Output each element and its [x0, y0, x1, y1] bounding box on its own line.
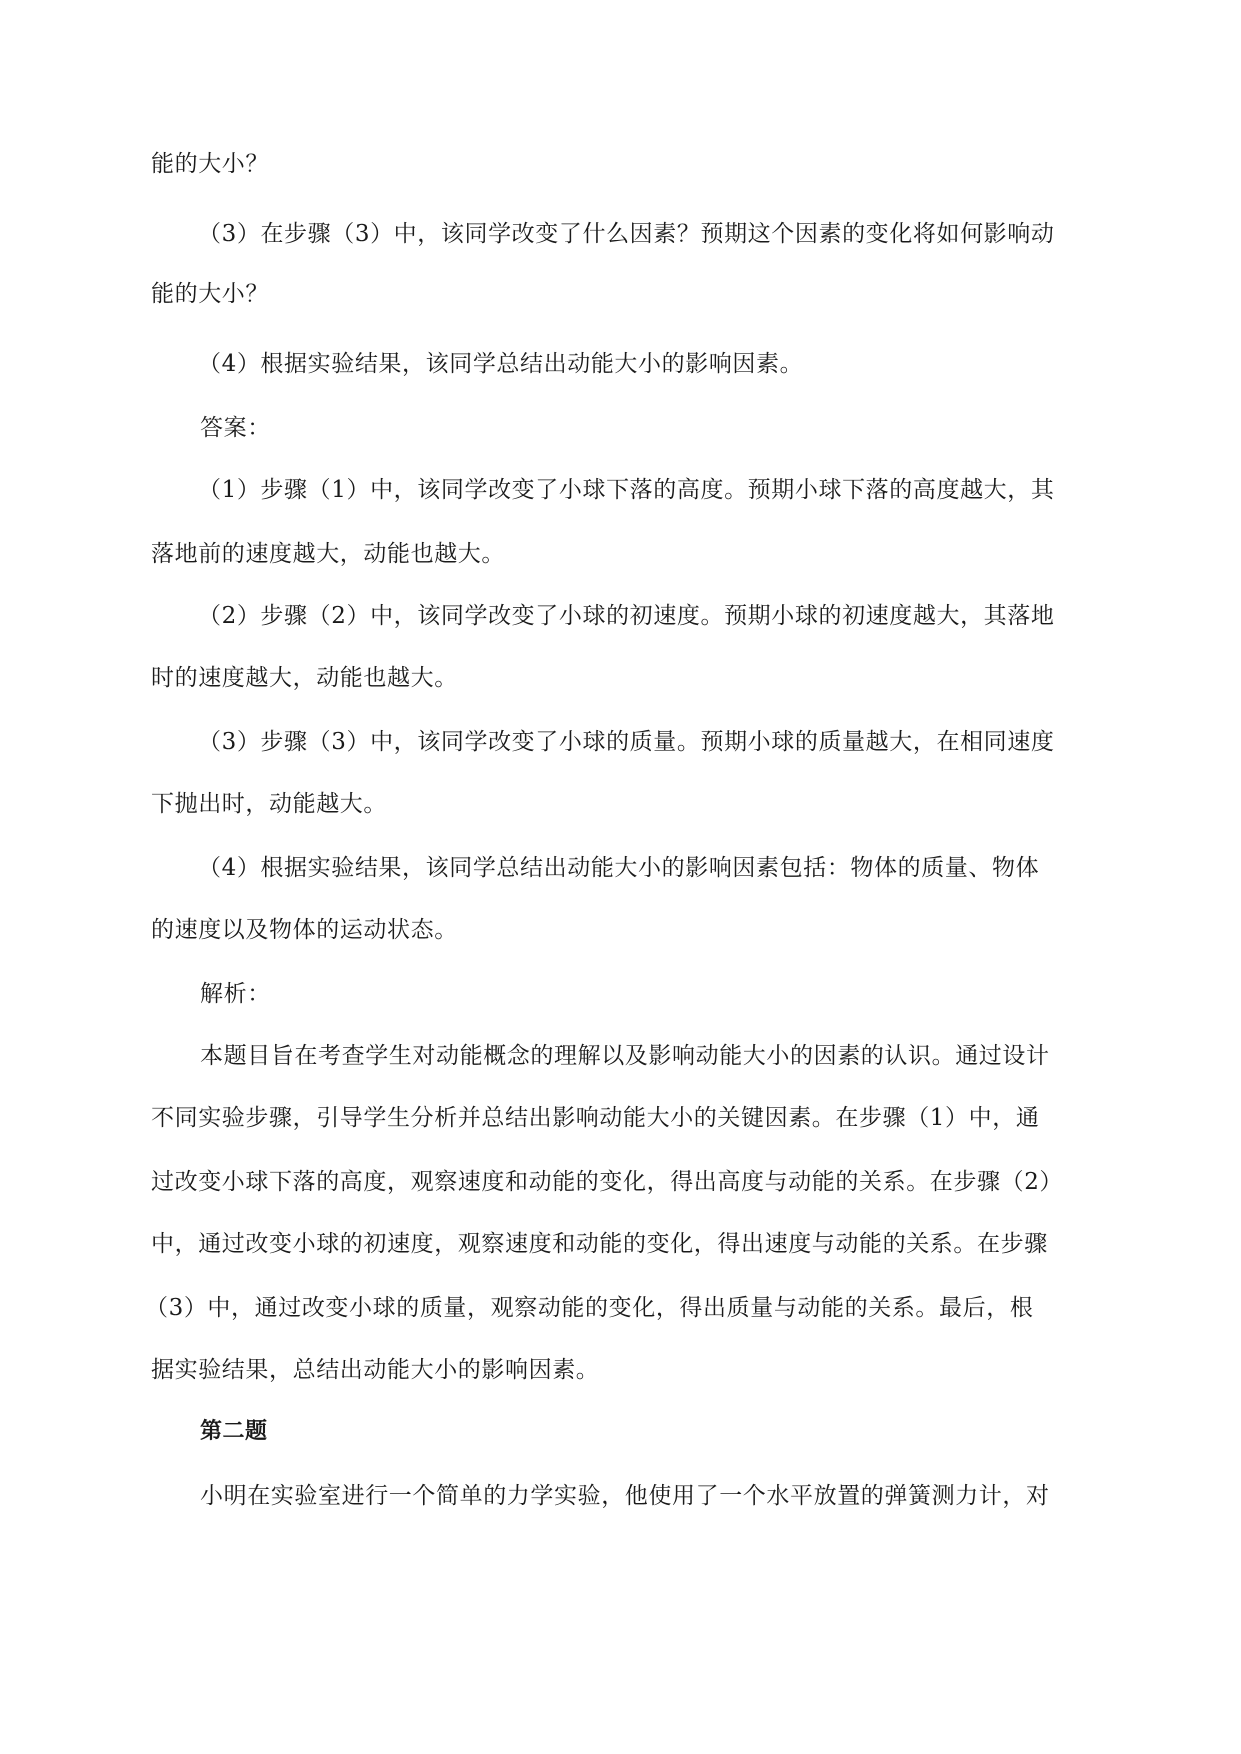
text-line: [0, 408, 1241, 448]
answer-1-text: （1）步骤（1）中，该同学改变了小球下落的高度。预期小球下落的高度越大，其: [198, 477, 1055, 503]
text-line: [0, 1288, 1241, 1328]
answer-4-text: （4）根据实验结果，该同学总结出动能大小的影响因素包括：物体的质量、物体: [198, 855, 1040, 881]
text-line: [0, 1476, 1241, 1516]
question-3-text-cont: 能的大小？: [151, 281, 269, 307]
analysis-text-cont: 不同实验步骤，引导学生分析并总结出影响动能大小的关键因素。在步骤（1）中，通: [151, 1105, 1040, 1131]
text-line: [0, 534, 1241, 574]
text-line: [0, 722, 1241, 762]
answer-label: 答案：: [200, 415, 271, 441]
paragraph-text: 能的大小？: [151, 151, 269, 177]
text-line: [0, 344, 1241, 384]
answer-3-text-cont: 下抛出时，动能越大。: [151, 791, 387, 817]
text-line: [0, 1098, 1241, 1138]
text-line: [0, 214, 1241, 254]
question-4-text: （4）根据实验结果，该同学总结出动能大小的影响因素。: [198, 351, 804, 377]
text-line: [0, 144, 1241, 184]
text-line: [0, 274, 1241, 314]
text-line: [0, 1350, 1241, 1390]
section-heading: 第二题: [200, 1419, 268, 1444]
answer-1-text-cont: 落地前的速度越大，动能也越大。: [151, 541, 505, 567]
analysis-text-cont: 中，通过改变小球的初速度，观察速度和动能的变化，得出速度与动能的关系。在步骤: [151, 1231, 1048, 1257]
text-line: [0, 1162, 1241, 1202]
analysis-text-cont: 过改变小球下落的高度，观察速度和动能的变化，得出高度与动能的关系。在步骤（2）: [151, 1169, 1064, 1195]
answer-4-text-cont: 的速度以及物体的运动状态。: [151, 917, 458, 943]
question-2-text: 小明在实验室进行一个简单的力学实验，他使用了一个水平放置的弹簧测力计，对: [200, 1483, 1050, 1509]
answer-2-text: （2）步骤（2）中，该同学改变了小球的初速度。预期小球的初速度越大，其落地: [198, 603, 1055, 629]
text-line: [0, 596, 1241, 636]
analysis-text: 本题目旨在考查学生对动能概念的理解以及影响动能大小的因素的认识。通过设计: [200, 1043, 1050, 1069]
text-line: [0, 910, 1241, 950]
analysis-text-cont: 据实验结果，总结出动能大小的影响因素。: [151, 1357, 600, 1383]
answer-3-text: （3）步骤（3）中，该同学改变了小球的质量。预期小球的质量越大，在相同速度: [198, 729, 1055, 755]
analysis-label: 解析：: [200, 981, 271, 1007]
question-3-text: （3）在步骤（3）中，该同学改变了什么因素？预期这个因素的变化将如何影响动: [198, 221, 1055, 247]
section-heading-line: [0, 1412, 1241, 1452]
text-line: [0, 470, 1241, 510]
analysis-text-cont: （3）中，通过改变小球的质量，观察动能的变化，得出质量与动能的关系。最后，根: [145, 1295, 1034, 1321]
text-line: [0, 784, 1241, 824]
answer-2-text-cont: 时的速度越大，动能也越大。: [151, 665, 458, 691]
text-line: [0, 658, 1241, 698]
text-line: [0, 848, 1241, 888]
text-line: [0, 974, 1241, 1014]
text-line: [0, 1224, 1241, 1264]
text-line: [0, 1036, 1241, 1076]
